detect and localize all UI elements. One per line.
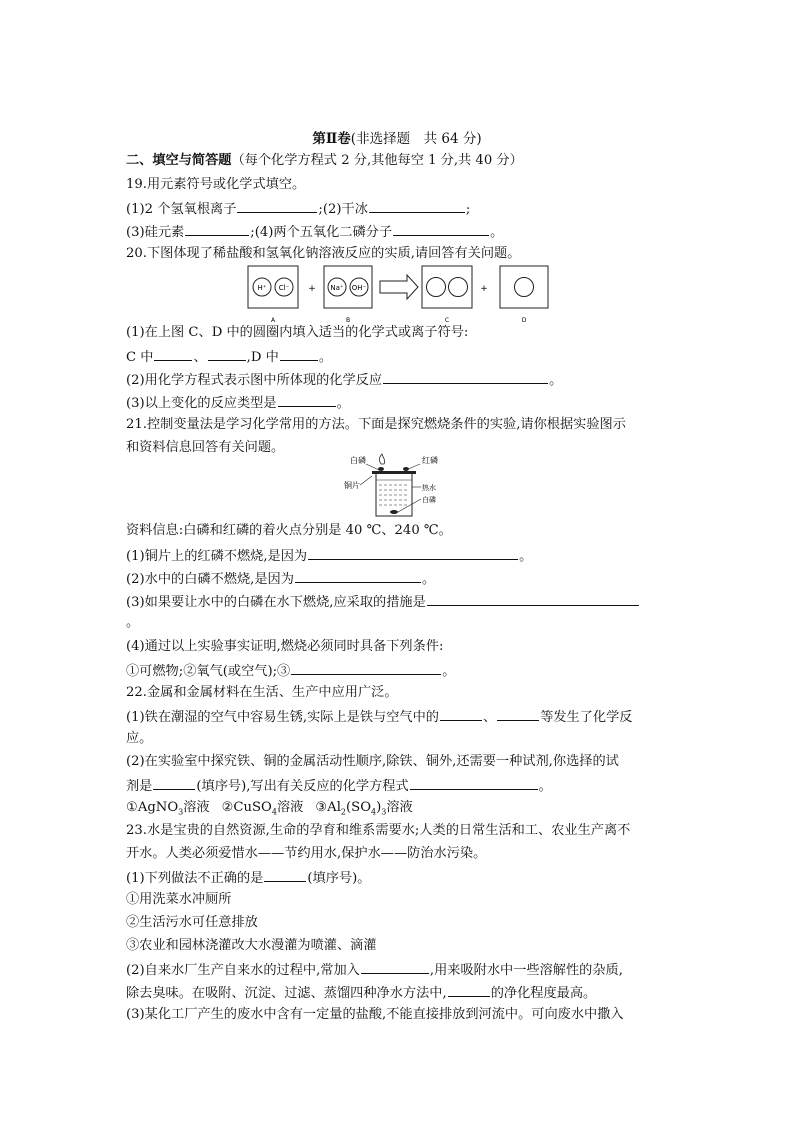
q23-q2-cont [126,982,596,1004]
section-title-note: (非选择题 共 64 分) [350,131,482,147]
q20-c-label: C 中 [126,350,154,365]
punctuation: 。 [538,779,552,794]
q20-stem: 20.下图体现了稀盐酸和氢氧化钠溶液反应的实质,请回答有关问题。 [126,246,521,261]
q23-q2-text-mid: ,用来吸附水中一些溶解性的杂质, [429,963,623,978]
section-title [0,127,794,147]
q23-q2-text: (2)自来水厂生产自来水的过程中,常加入 [126,963,360,978]
punctuation: 。 [519,549,533,564]
q23-option-3: ③农业和园林浇灌改大水漫灌为喷灌、滴灌 [126,938,377,953]
q20-q2 [126,369,562,391]
part-heading [126,151,523,171]
plus-sign: + [480,284,488,294]
q19-part2: ;(2)干冰 [318,202,368,217]
q21-stem-1: 21.控制变量法是学习化学常用的方法。下面是探究燃烧条件的实验,请你根据实验图示 [126,417,626,432]
box-d [500,266,548,324]
copper-sheet [372,471,416,474]
q21-q3-text: (3)如果要让水中的白磷在水下燃烧,应采取的措施是 [126,595,426,610]
answer-blank[interactable] [497,706,539,721]
punctuation: 。 [442,664,456,679]
option-agno3: ①AgNO$_3$溶液 [126,800,210,817]
q19-stem: 19.用元素符号或化学式填空。 [126,177,306,192]
answer-blank[interactable] [295,568,421,583]
q22-q2-text-mid: (填序号),写出有关反应的化学方程式 [196,779,409,794]
q23-stem-1: 23.水是宝贵的自然资源,生命的孕育和维系需要水;人类的日常生活和工、农业生产离不 [126,823,631,838]
answer-blank[interactable] [427,591,639,606]
q21-q3 [126,591,640,613]
q23-q1-text: (1)下列做法不正确的是 [126,871,264,886]
label-b: B [345,317,351,324]
q23-option-2: ②生活污水可任意排放 [126,915,258,930]
answer-blank[interactable] [208,346,246,361]
option-cuso4: ②CuSO$_4$溶液 [221,800,304,817]
box-c [422,266,472,324]
answer-blank[interactable] [185,221,249,236]
q21-stem-2: 和资料信息回答有关问题。 [126,440,285,455]
part-heading-note: （每个化学方程式 2 分,其他每空 1 分,共 40 分） [231,153,523,168]
q22-q2-text: 剂是 [126,779,153,794]
punctuation: 、 [483,710,497,725]
q21-info: 资料信息:白磷和红磷的着火点分别是 40 ℃、240 ℃。 [126,523,452,538]
answer-blank[interactable] [154,346,192,361]
q20-d-label: ,D 中 [246,350,279,365]
q22-q1-text-end: 等发生了化学反 [540,710,633,725]
q21-q2-text: (2)水中的白磷不燃烧,是因为 [126,572,294,587]
q23-stem-2: 开水。人类必须爱惜水——节约用水,保护水——防治水污染。 [126,846,487,861]
answer-blank[interactable] [361,959,429,974]
punctuation: ; [465,202,471,217]
label-white-phosphorus-top: 白磷 [350,456,366,465]
q22-q1-cont: 应。 [126,731,153,746]
answer-blank[interactable] [448,982,490,997]
answer-blank[interactable] [237,198,317,213]
answer-blank[interactable] [308,545,518,560]
part-heading-label: 二、填空与简答题 [126,153,232,168]
answer-blank[interactable] [153,775,195,790]
ion-cl: Cl⁻ [278,284,290,292]
q22-q1 [126,706,633,728]
q22-options [126,798,413,818]
box-b [324,266,372,324]
q19-part1: (1)2 个氢氧根离子 [126,202,237,217]
q19-part3: (3)硅元素 [126,225,185,240]
section-title-main: 第Ⅱ卷 [312,131,351,147]
q20-q2-text: (2)用化学方程式表示图中所体现的化学反应 [126,373,383,388]
answer-blank[interactable] [383,369,548,384]
q20-q1: (1)在上图 C、D 中的圆圈内填入适当的化学式或离子符号: [126,325,469,340]
punctuation: 。 [318,350,333,365]
reaction-arrow [380,275,418,299]
label-d: D [521,317,527,324]
q21-q1 [126,545,532,567]
q23-q2-text-cont: 除去臭味。在吸附、沉淀、过滤、蒸馏四种净水方法中, [126,986,447,1001]
q20-q3-text: (3)以上变化的反应类型是 [126,396,277,411]
label-copper-sheet: 铜片 [344,481,360,490]
q21-q1-text: (1)铜片上的红磷不燃烧,是因为 [126,549,308,564]
q22-q1-text: (1)铁在潮湿的空气中容易生锈,实际上是铁与空气中的 [126,710,439,725]
answer-blank[interactable] [280,346,318,361]
flame-icon [379,454,384,464]
q22-stem: 22.金属和金属材料在生活、生产中应用广泛。 [126,685,398,700]
label-red-phosphorus: 红磷 [422,456,438,465]
q21-q2 [126,568,435,590]
q23-q2-text-end: 的净化程度最高。 [490,986,597,1001]
q19-row2 [126,221,503,243]
answer-blank[interactable] [291,660,441,675]
q23-q3: (3)某化工厂产生的废水中含有一定量的盐酸,不能直接排放到河流中。可向废水中撒入 [126,1007,624,1022]
q23-q1 [126,867,370,889]
answer-blank[interactable] [278,392,336,407]
box-a [248,266,298,324]
answer-blank[interactable] [440,706,482,721]
q21-q4-text: ①可燃物;②氧气(或空气);③ [126,664,291,679]
q21-q4-conditions [126,660,455,682]
answer-blank[interactable] [393,221,489,236]
label-a: A [270,317,276,324]
plus-sign: + [308,284,316,294]
label-hot-water: 热水 [422,484,436,492]
q23-q1-end: (填序号)。 [307,871,371,886]
q20-q1-answers [126,346,332,368]
punctuation: 。 [421,572,436,587]
punctuation: 、 [193,350,207,365]
q19-row1 [126,198,470,220]
label-c: C [444,317,450,324]
answer-blank[interactable] [369,198,465,213]
q22-q2-cont [126,775,552,797]
answer-blank[interactable] [264,867,306,882]
punctuation: 。 [336,396,350,411]
q22-q2: (2)在实验室中探究铁、铜的金属活动性顺序,除铁、铜外,还需要一种试剂,你选择的试 [126,754,619,769]
q23-q2 [126,959,623,981]
ion-oh: OH⁻ [351,284,367,292]
label-white-phosphorus-bottom: 白磷 [422,496,436,504]
combustion-apparatus [336,452,456,522]
q21-q3-end: 。 [126,615,140,630]
q20-q3 [126,392,350,414]
ion-na: Na⁺ [330,284,344,292]
ion-h: H⁺ [257,284,267,292]
reaction-diagram [244,264,554,326]
punctuation: 。 [490,225,504,240]
punctuation: 。 [549,373,563,388]
option-al2so43: $③Al_2(SO_4)_3$溶液 [315,800,413,817]
answer-blank[interactable] [410,775,538,790]
q21-q4: (4)通过以上实验事实证明,燃烧必须同时具备下列条件: [126,639,444,654]
q23-option-1: ①用洗菜水冲厕所 [126,892,232,907]
q19-part4: ;(4)两个五氧化二磷分子 [250,225,393,240]
